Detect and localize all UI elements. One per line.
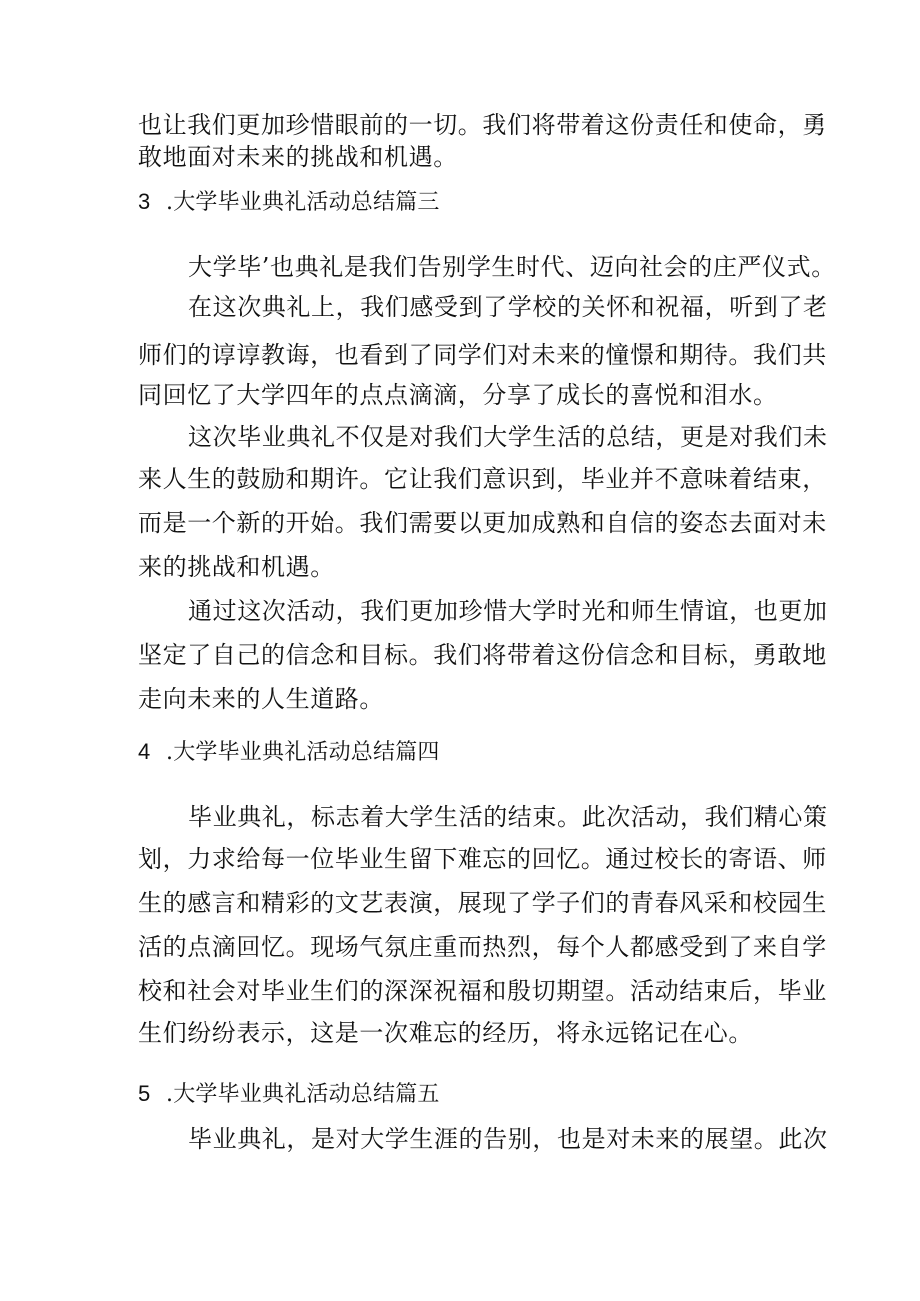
body-line: 这次毕业典礼不仅是对我们大学生活的总结，更是对我们未	[188, 423, 828, 451]
body-line: 同回忆了大学四年的点点滴滴，分享了成长的喜悦和泪水。	[138, 381, 778, 409]
body-line: 生的感言和精彩的文艺表演，展现了学子们的青春风采和校园生	[138, 889, 827, 917]
body-line: 生们纷纷表示，这是一次难忘的经历，将永远铭记在心。	[138, 1019, 753, 1047]
body-line: 也让我们更加珍惜眼前的一切。我们将带着这份责任和使命，勇	[138, 111, 827, 139]
body-line: 师们的谆谆教诲，也看到了同学们对未来的憧憬和期待。我们共	[138, 341, 827, 369]
section-number: 3	[138, 189, 151, 214]
body-line: 大学毕’也典礼是我们告别学生时代、迈向社会的庄严仪式。	[188, 253, 836, 281]
body-line: 活的点滴回忆。现场气氛庄重而热烈，每个人都感受到了来自学	[138, 933, 827, 961]
body-line: 在这次典礼上，我们感受到了学校的关怀和祝福，听到了老	[188, 293, 828, 321]
body-line: 走向未来的人生道路。	[138, 685, 384, 713]
section-heading	[138, 186, 440, 219]
body-line: 毕业典礼，标志着大学生活的结束。此次活动，我们精心策	[188, 803, 828, 831]
section-title: .大学毕业典礼活动总结篇五	[166, 1082, 440, 1107]
body-line: 而是一个新的开始。我们需要以更加成熟和自信的姿态去面对未	[138, 509, 827, 537]
body-line: 坚定了自己的信念和目标。我们将带着这份信念和目标，勇敢地	[138, 641, 827, 669]
section-number: 4	[138, 739, 151, 764]
body-line: 敢地面对未来的挑战和机遇。	[138, 143, 458, 171]
body-line: 来人生的鼓励和期许。它让我们意识到，毕业并不意味着结束，	[138, 465, 827, 493]
section-number: 5	[138, 1081, 151, 1106]
body-line: 划，力求给每一位毕业生留下难忘的回忆。通过校长的寄语、师	[138, 845, 827, 873]
section-title: .大学毕业典礼活动总结篇三	[166, 190, 440, 215]
body-line: 通过这次活动，我们更加珍惜大学时光和师生情谊，也更加	[188, 597, 828, 625]
body-line: 来的挑战和机遇。	[138, 553, 335, 581]
section-title: .大学毕业典礼活动总结篇四	[166, 740, 440, 765]
body-line: 毕业典礼，是对大学生涯的告别，也是对未来的展望。此次	[188, 1125, 828, 1153]
section-heading	[138, 1078, 440, 1111]
section-heading	[138, 736, 440, 769]
body-line: 校和社会对毕业生们的深深祝福和殷切期望。活动结束后，毕业	[138, 977, 827, 1005]
